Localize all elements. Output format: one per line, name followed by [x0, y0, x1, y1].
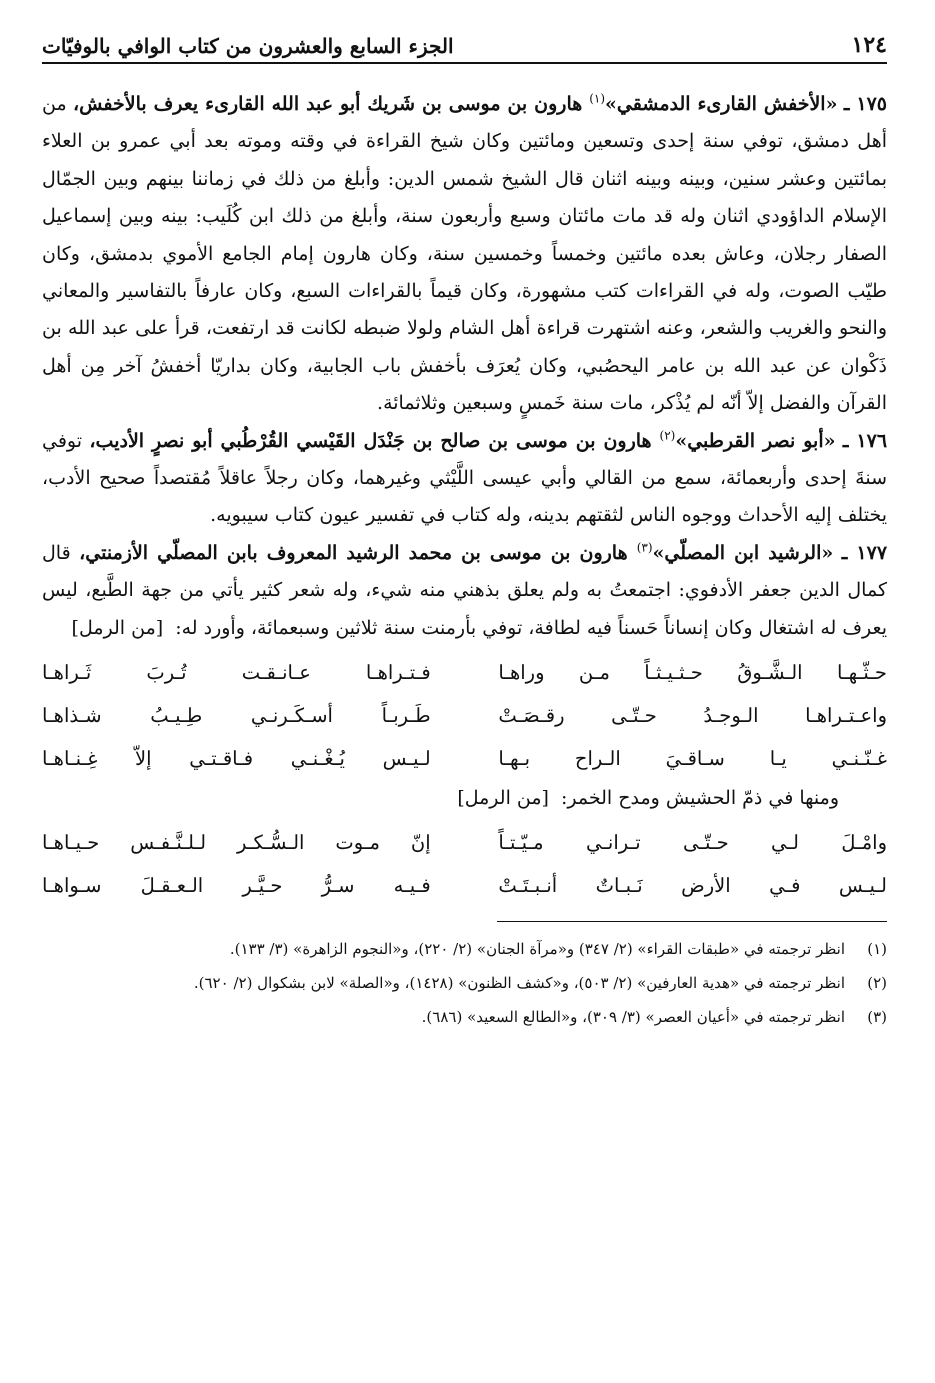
entry-title: «الرشيد ابن المصلّي» — [652, 541, 834, 564]
poem-1 — [42, 651, 887, 780]
entry-name: هارون بن موسى بن صالح بن جَنْدَل القَيْسي القُرْطُبي أبو نصرٍ الأديب، — [89, 429, 660, 452]
first-hemistich: حـثّـهـا الـشَّـوقُ حـثـيـثـاً مـن وراهـا — [498, 661, 887, 685]
second-hemistich: فـيـه سـرُّ حـيَّـر الـعـقـلَ سـواهـا — [42, 874, 431, 898]
first-hemistich: واعـتـراهـا الـوجـدُ حـتّـى رقـصَـتْ — [498, 704, 887, 728]
footnote-text: انظر ترجمته في «طبقات القراء» (٢/ ٣٤٧) و«مرآة الجنان» (٢/ ٢٢٠)، و«النجوم الزاهرة» (٣/ ١٣٣). — [229, 940, 845, 959]
second-hemistich: لـيـس يُـغْـنـي فـاقـتـي إلاّ غِـنـاهـا — [42, 747, 431, 771]
verse-row — [42, 737, 887, 780]
footnote-text: انظر ترجمته في «أعيان العصر» (٣/ ٣٠٩)، و«الطالع السعيد» (٦٨٦). — [421, 1008, 845, 1027]
footnote-mark[interactable]: (١) — [589, 91, 606, 106]
running-title: الجزء السابع والعشرون من كتاب الوافي بالوفيّات — [42, 34, 454, 58]
poem-2-intro — [42, 780, 887, 817]
entry-text: قال كمال الدين جعفر الأدفوي: اجتمعتُ به ولم يعلق بذهني منه شيء، وله شعر كثير يأتي من جهة الطَّبع، ليس يعرف له اشتغال وكان إنساناً حَسناً فيه لطافة، توفي بأرمنت سنة ثلاثين وسبعمائة، وأورد له: — [42, 541, 887, 639]
footnote — [42, 966, 887, 1000]
second-hemistich: فـتـراهـا عـانـقـت تُـربَ ثَـراهـا — [42, 661, 431, 685]
entry-175 — [42, 86, 887, 423]
entry-title: «أبو نصر القرطبي» — [675, 429, 836, 452]
footnote — [42, 932, 887, 966]
poem-meter: [من الرمل] — [71, 616, 164, 639]
entry-name: هارون بن موسى بن محمد الرشيد المعروف بابن المصلّي الأزمنتي، — [79, 541, 637, 564]
verse-row — [42, 694, 887, 737]
verse-row — [42, 651, 887, 694]
entry-number: ١٧٧ ـ — [841, 541, 888, 564]
verse-row — [42, 821, 887, 864]
second-hemistich: طَـربـاً أسـكَـرنـي طِـيـبُ شـذاهـا — [42, 704, 431, 728]
page — [0, 10, 935, 1383]
entry-title: «الأخفش القارىء الدمشقي» — [605, 93, 838, 115]
first-hemistich: لـيـس فـي الأرض نَـبـاتٌ أنـبـتَـتْ — [498, 874, 887, 898]
footnote-mark[interactable]: (٢) — [659, 428, 676, 443]
entry-text: من أهل دمشق، توفي سنة إحدى وتسعين ومائتين وكان شيخ القراءة في وقته وموته بعد أبي عمرو بن العلاء بمائتين وعشر سنين، وبينه وبينه اثنان قال الشيخ شمس الدين: وأبلغ من ذلك في زماننا بينهم وبين الجمّال الإسلام الداؤودي اثنان وله قد مات مائتان وسبع وأربعون سنة، وأبلغ من ذلك ابن كُلَيب: بينه وبين إسماعيل الصفار رجلان، وعاش بعده مائتين وخمساً وخمسين سنة، وكان هارون إمام الجامع الأموي بدمشق، وكان طيّب الصوت، وله في القراءات كتب مشهورة، وكان قيماً بالقراءات السبع، وكان عارفاً بالتفاسير والمعاني والنحو والغريب والشعر، وعنه اشتهرت قراءة أهل الشام ولولا ضبطه لكانت قد ارتفعت، قرأ على عبد الله بن ذَكْوان عن عبد الله بن عامر اليحصُبي، وكان يُعرَف بأخفش باب الجابية، وكان بداريّا أخفشُ آخر مِن أهل القرآن والفضل إلاّ أنّه لم يُذْكر، مات سنة خَمسٍ وسبعين وثلاثمائة. — [42, 93, 887, 415]
poem-meter: [من الرمل] — [457, 787, 549, 810]
footnote — [42, 1000, 887, 1034]
footnote-divider — [497, 921, 887, 922]
body-text — [42, 86, 887, 647]
entry-number: ١٧٦ ـ — [842, 429, 888, 452]
page-header — [42, 10, 887, 64]
verse-row — [42, 864, 887, 907]
second-hemistich: إنّ مـوت الـسُّـكـر لـلـنَّـفـس حـيـاهـا — [42, 831, 431, 855]
footnote-number: (٣) — [867, 1008, 887, 1027]
page-number: ١٢٤ — [851, 32, 887, 58]
footnote-number: (١) — [867, 940, 887, 959]
entry-number: ١٧٥ ـ — [843, 93, 887, 115]
first-hemistich: وامْـلَ لـي حـتّـى تـرانـي مـيّـتـاً — [498, 831, 887, 855]
entry-177 — [42, 535, 887, 647]
footnote-mark[interactable]: (٣) — [636, 540, 653, 555]
entry-176 — [42, 423, 887, 535]
footnotes — [42, 932, 887, 1034]
first-hemistich: غـنّـنـي يـا سـاقـيَ الـراح بـهـا — [498, 747, 887, 771]
poem-2 — [42, 821, 887, 907]
entry-text: توفي سنةَ إحدى وأربعمائة، سمع من القالي وأبي عيسى اللَّيْثي وغيرهما، وكان رجلاً عاقلاً مُقتصداً صحيح الأدب، يختلف إليه الأحداث ووجوه الناس لثقتهم بدينه، وله كتاب في تفسير عيون كتاب سيبويه. — [42, 429, 887, 527]
entry-name: هارون بن موسى بن شَريك أبو عبد الله القارىء يعرف بالأخفش، — [73, 93, 590, 115]
poem-2-intro-text: ومنها في ذمّ الحشيش ومدح الخمر: — [560, 787, 839, 810]
footnote-number: (٢) — [867, 974, 887, 993]
footnote-text: انظر ترجمته في «هدية العارفين» (٢/ ٥٠٣)، و«كشف الظنون» (١٤٢٨)، و«الصلة» لابن بشكوال (٢/ ٦٢٠). — [193, 974, 845, 993]
